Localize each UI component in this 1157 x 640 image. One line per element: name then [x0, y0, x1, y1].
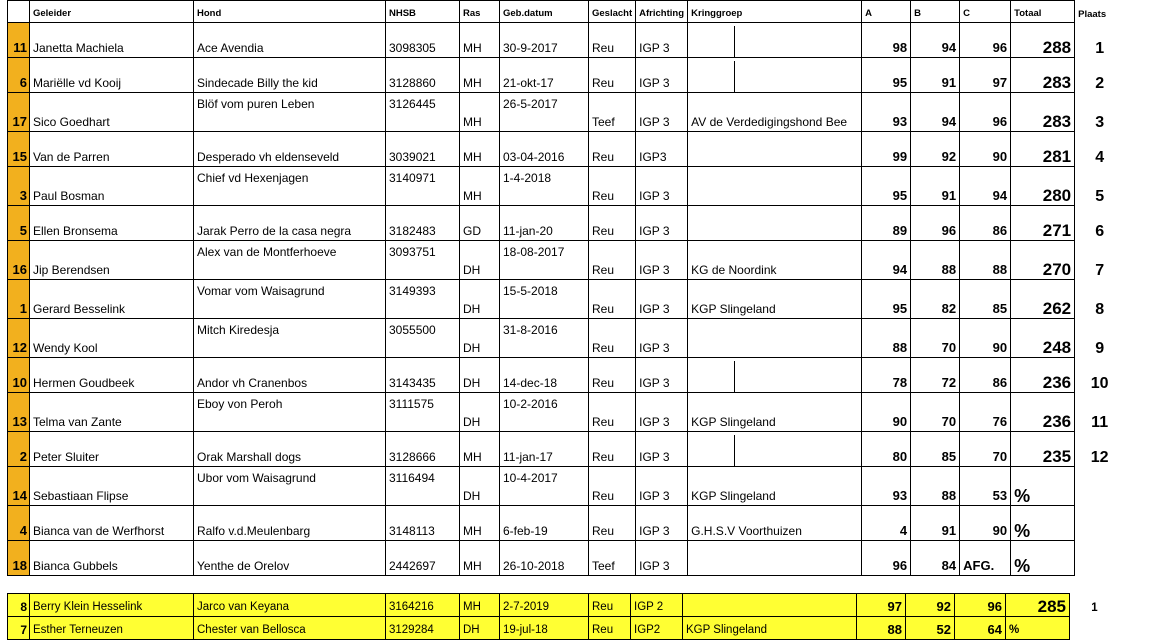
cell-ras: MH [460, 594, 500, 617]
table-row [8, 23, 1125, 58]
cell-geb: 11-jan-17 [500, 432, 589, 467]
cell-hond: Jarco van Keyana [194, 594, 386, 617]
cell-a: 94 [862, 241, 911, 280]
cell-c: 90 [960, 319, 1011, 358]
cell-a: 98 [862, 23, 911, 58]
cell-a: 4 [862, 506, 911, 541]
cell-hond: Blöf vom puren Leben [194, 93, 386, 132]
cell-geleider: Telma van Zante [30, 393, 194, 432]
kringgroep-subcell [688, 26, 735, 57]
cell-hond: Sindecade Billy the kid [194, 58, 386, 93]
cell-nr: 6 [8, 58, 30, 93]
cell-nr: 13 [8, 393, 30, 432]
cell-totaal: 285 [1006, 594, 1070, 617]
cell-geleider: Paul Bosman [30, 167, 194, 206]
table-row [8, 393, 1125, 432]
cell-kringgroep [688, 319, 862, 358]
cell-geslacht: Reu [589, 132, 636, 167]
kringgroep-subcell [735, 26, 861, 57]
cell-geb: 31-8-2016 [500, 319, 589, 358]
cell-geleider: Berry Klein Hesselink [30, 594, 194, 617]
cell-ras: DH [460, 393, 500, 432]
cell-plaats: 2 [1095, 74, 1105, 92]
cell-b: 91 [911, 167, 960, 206]
cell-nhsb: 3111575 [386, 393, 460, 432]
cell-hond: Vomar vom Waisagrund [194, 280, 386, 319]
cell-geb: 26-5-2017 [500, 93, 589, 132]
cell-c: 94 [960, 167, 1011, 206]
cell-geleider: Wendy Kool [30, 319, 194, 358]
cell-b: 82 [911, 280, 960, 319]
cell-geslacht: Reu [589, 58, 636, 93]
cell-plaats: 1 [1095, 39, 1105, 57]
cell-kringgroep: KG de Noordink [688, 241, 862, 280]
cell-africhting: IGP 3 [636, 319, 688, 358]
cell-africhting: IGP2 [631, 617, 683, 640]
cell-nr: 2 [8, 432, 30, 467]
header-plaats: Plaats [1078, 8, 1107, 20]
cell-plaats: 6 [1095, 222, 1105, 240]
cell-geslacht: Reu [589, 594, 631, 617]
cell-kringgroep: KGP Slingeland [688, 467, 862, 506]
cell-a: 95 [862, 167, 911, 206]
cell-nhsb: 3149393 [386, 280, 460, 319]
cell-plaats: 5 [1095, 187, 1105, 205]
cell-totaal: 283 [1011, 58, 1075, 93]
kringgroep-subcell [735, 435, 861, 466]
cell-geb: 15-5-2018 [500, 280, 589, 319]
header-kringgroep: Kringgroep [688, 1, 862, 23]
header-geleider: Geleider [30, 1, 194, 23]
cell-b: 94 [911, 23, 960, 58]
cell-ras: GD [460, 206, 500, 241]
cell-nr: 4 [8, 506, 30, 541]
cell-geb: 6-feb-19 [500, 506, 589, 541]
cell-kringgroep [688, 432, 862, 467]
cell-ras: DH [460, 467, 500, 506]
cell-c: 90 [960, 132, 1011, 167]
cell-c: 88 [960, 241, 1011, 280]
cell-kringgroep [688, 167, 862, 206]
cell-a: 99 [862, 132, 911, 167]
cell-plaats: 12 [1090, 448, 1109, 466]
cell-totaal: % [1006, 617, 1070, 640]
cell-geleider: Bianca van de Werfhorst [30, 506, 194, 541]
kringgroep-subcell [688, 61, 735, 92]
cell-hond: Ace Avendia [194, 23, 386, 58]
cell-ras: DH [460, 280, 500, 319]
header-a: A [862, 1, 911, 23]
cell-plaats: 3 [1095, 113, 1105, 131]
cell-plaats: 1 [1091, 601, 1098, 614]
table-row [8, 58, 1125, 93]
cell-geslacht: Reu [589, 506, 636, 541]
cell-hond: Chief vd Hexenjagen [194, 167, 386, 206]
cell-africhting: IGP 3 [636, 467, 688, 506]
cell-geleider: Sebastiaan Flipse [30, 467, 194, 506]
cell-nr: 16 [8, 241, 30, 280]
cell-b: 72 [911, 358, 960, 393]
cell-kringgroep [688, 23, 862, 58]
cell-a: 89 [862, 206, 911, 241]
cell-geleider: Janetta Machiela [30, 23, 194, 58]
cell-geleider: Sico Goedhart [30, 93, 194, 132]
cell-plaats [1075, 467, 1125, 506]
cell-geslacht: Reu [589, 467, 636, 506]
cell-geb: 1-4-2018 [500, 167, 589, 206]
table-row [8, 319, 1125, 358]
cell-nhsb: 3148113 [386, 506, 460, 541]
cell-nhsb: 2442697 [386, 541, 460, 576]
cell-c: 96 [960, 93, 1011, 132]
cell-totaal: 281 [1011, 132, 1075, 167]
cell-nhsb: 3140971 [386, 167, 460, 206]
cell-nr: 17 [8, 93, 30, 132]
header-row [8, 1, 1125, 23]
cell-geslacht: Reu [589, 617, 631, 640]
cell-a: 88 [862, 319, 911, 358]
cell-geslacht: Reu [589, 241, 636, 280]
cell-geleider: Peter Sluiter [30, 432, 194, 467]
cell-plaats: 4 [1095, 148, 1105, 166]
cell-hond: Ubor vom Waisagrund [194, 467, 386, 506]
cell-a: 90 [862, 393, 911, 432]
cell-ras: MH [460, 541, 500, 576]
cell-africhting: IGP 3 [636, 206, 688, 241]
igp2-results-table [7, 593, 1120, 640]
cell-geb: 14-dec-18 [500, 358, 589, 393]
cell-kringgroep: KGP Slingeland [688, 393, 862, 432]
cell-nr: 1 [8, 280, 30, 319]
cell-africhting: IGP 3 [636, 541, 688, 576]
header-nhsb: NHSB [386, 1, 460, 23]
header-geb: Geb.datum [500, 1, 589, 23]
cell-c: 53 [960, 467, 1011, 506]
cell-nr: 7 [8, 617, 30, 640]
cell-plaats [1075, 506, 1125, 541]
cell-totaal: % [1011, 506, 1075, 541]
kringgroep-subcell [735, 61, 861, 92]
cell-nr: 12 [8, 319, 30, 358]
cell-totaal: 288 [1011, 23, 1075, 58]
c-note: AFG. [963, 558, 995, 573]
cell-geleider: Gerard Besselink [30, 280, 194, 319]
cell-nhsb: 3182483 [386, 206, 460, 241]
cell-ras: DH [460, 319, 500, 358]
cell-africhting: IGP 3 [636, 241, 688, 280]
cell-kringgroep [688, 358, 862, 393]
cell-geleider: Ellen Bronsema [30, 206, 194, 241]
cell-a: 78 [862, 358, 911, 393]
header-b: B [911, 1, 960, 23]
cell-nr: 14 [8, 467, 30, 506]
cell-hond: Eboy von Peroh [194, 393, 386, 432]
cell-geb: 21-okt-17 [500, 58, 589, 93]
cell-geb: 03-04-2016 [500, 132, 589, 167]
cell-geleider: Mariëlle vd Kooij [30, 58, 194, 93]
cell-nhsb: 3039021 [386, 132, 460, 167]
cell-geleider: Jip Berendsen [30, 241, 194, 280]
cell-a: 96 [862, 541, 911, 576]
cell-ras: MH [460, 167, 500, 206]
cell-ras: MH [460, 58, 500, 93]
table-row [8, 167, 1125, 206]
cell-b: 91 [911, 506, 960, 541]
cell-b: 92 [906, 594, 955, 617]
cell-hond: Ralfo v.d.Meulenbarg [194, 506, 386, 541]
cell-a: 93 [862, 93, 911, 132]
cell-a: 95 [862, 280, 911, 319]
cell-c: 96 [955, 594, 1006, 617]
cell-kringgroep: KGP Slingeland [688, 280, 862, 319]
cell-nr: 11 [8, 23, 30, 58]
cell-plaats [1075, 541, 1125, 576]
cell-geb: 10-4-2017 [500, 467, 589, 506]
cell-c: 70 [960, 432, 1011, 467]
table-row [8, 132, 1125, 167]
cell-geb: 18-08-2017 [500, 241, 589, 280]
cell-kringgroep [688, 132, 862, 167]
cell-africhting: IGP 3 [636, 23, 688, 58]
cell-geslacht: Teef [589, 93, 636, 132]
cell-geslacht: Reu [589, 206, 636, 241]
header-c: C [960, 1, 1011, 23]
cell-africhting: IGP 3 [636, 58, 688, 93]
cell-nhsb: 3143435 [386, 358, 460, 393]
cell-geslacht: Reu [589, 319, 636, 358]
cell-totaal: % [1011, 541, 1075, 576]
cell-geleider: Van de Parren [30, 132, 194, 167]
cell-totaal: 236 [1011, 358, 1075, 393]
cell-africhting: IGP 3 [636, 358, 688, 393]
cell-plaats: 7 [1095, 261, 1105, 279]
cell-ras: DH [460, 617, 500, 640]
cell-ras: MH [460, 132, 500, 167]
cell-geb: 26-10-2018 [500, 541, 589, 576]
cell-geslacht: Reu [589, 167, 636, 206]
cell-africhting: IGP 3 [636, 393, 688, 432]
cell-nr: 18 [8, 541, 30, 576]
cell-hond: Mitch Kiredesja [194, 319, 386, 358]
cell-kringgroep: AV de Verdedigingshond Bee [688, 93, 862, 132]
cell-hond: Alex van de Montferhoeve [194, 241, 386, 280]
header-ras: Ras [460, 1, 500, 23]
cell-hond: Chester van Bellosca [194, 617, 386, 640]
cell-africhting: IGP 3 [636, 506, 688, 541]
cell-africhting: IGP3 [636, 132, 688, 167]
cell-nhsb: 3128860 [386, 58, 460, 93]
cell-nhsb: 3093751 [386, 241, 460, 280]
cell-b: 70 [911, 393, 960, 432]
cell-plaats: 9 [1095, 339, 1105, 357]
cell-c: 97 [960, 58, 1011, 93]
cell-geslacht: Reu [589, 393, 636, 432]
cell-c: 96 [960, 23, 1011, 58]
cell-africhting: IGP 3 [636, 432, 688, 467]
cell-hond: Desperado vh eldenseveld [194, 132, 386, 167]
table-row [8, 594, 1120, 617]
cell-a: 95 [862, 58, 911, 93]
cell-totaal: % [1011, 467, 1075, 506]
cell-plaats: 11 [1091, 413, 1109, 431]
cell-nhsb: 3129284 [386, 617, 460, 640]
cell-b: 88 [911, 241, 960, 280]
cell-hond: Yenthe de Orelov [194, 541, 386, 576]
cell-hond: Orak Marshall dogs [194, 432, 386, 467]
table-row [8, 432, 1125, 467]
cell-b: 52 [906, 617, 955, 640]
cell-kringgroep [688, 541, 862, 576]
cell-nr: 3 [8, 167, 30, 206]
cell-totaal: 283 [1011, 93, 1075, 132]
cell-geleider: Esther Terneuzen [30, 617, 194, 640]
cell-totaal: 236 [1011, 393, 1075, 432]
cell-ras: MH [460, 93, 500, 132]
cell-nhsb: 3126445 [386, 93, 460, 132]
cell-nr: 15 [8, 132, 30, 167]
table-row [8, 93, 1125, 132]
cell-plaats: 8 [1095, 300, 1105, 318]
table-row [8, 206, 1125, 241]
cell-ras: DH [460, 358, 500, 393]
results-table [7, 0, 1125, 576]
cell-nhsb: 3055500 [386, 319, 460, 358]
cell-geslacht: Reu [589, 358, 636, 393]
cell-kringgroep [688, 206, 862, 241]
cell-a: 97 [857, 594, 906, 617]
cell-nr: 10 [8, 358, 30, 393]
table-row [8, 541, 1125, 576]
cell-geleider: Bianca Gubbels [30, 541, 194, 576]
cell-plaats [1070, 617, 1120, 640]
header-nr [8, 1, 30, 23]
cell-c: 86 [960, 206, 1011, 241]
cell-totaal: 271 [1011, 206, 1075, 241]
cell-b: 85 [911, 432, 960, 467]
cell-africhting: IGP 3 [636, 93, 688, 132]
cell-kringgroep [688, 58, 862, 93]
cell-geb: 11-jan-20 [500, 206, 589, 241]
cell-plaats: 10 [1090, 374, 1109, 392]
cell-b: 94 [911, 93, 960, 132]
cell-nhsb: 3164216 [386, 594, 460, 617]
cell-ras: MH [460, 23, 500, 58]
table-row [8, 358, 1125, 393]
cell-ras: MH [460, 506, 500, 541]
cell-a: 88 [857, 617, 906, 640]
cell-ras: MH [460, 432, 500, 467]
table-row [8, 467, 1125, 506]
kringgroep-subcell [688, 361, 735, 392]
cell-geslacht: Teef [589, 541, 636, 576]
cell-kringgroep: KGP Slingeland [683, 617, 857, 640]
cell-kringgroep: G.H.S.V Voorthuizen [688, 506, 862, 541]
cell-totaal: 235 [1011, 432, 1075, 467]
cell-geb: 10-2-2016 [500, 393, 589, 432]
cell-c: 85 [960, 280, 1011, 319]
cell-b: 96 [911, 206, 960, 241]
cell-africhting: IGP 3 [636, 280, 688, 319]
cell-b: 88 [911, 467, 960, 506]
cell-c: 64 [955, 617, 1006, 640]
header-africhting: Africhting [636, 1, 688, 23]
kringgroep-subcell [735, 361, 861, 392]
cell-nhsb: 3116494 [386, 467, 460, 506]
table-row [8, 280, 1125, 319]
cell-hond: Jarak Perro de la casa negra [194, 206, 386, 241]
cell-nr: 8 [8, 594, 30, 617]
cell-b: 92 [911, 132, 960, 167]
cell-geslacht: Reu [589, 280, 636, 319]
cell-africhting: IGP 2 [631, 594, 683, 617]
cell-totaal: 270 [1011, 241, 1075, 280]
table-row [8, 241, 1125, 280]
table-row [8, 617, 1120, 640]
header-hond: Hond [194, 1, 386, 23]
cell-nhsb: 3128666 [386, 432, 460, 467]
cell-totaal: 248 [1011, 319, 1075, 358]
cell-nhsb: 3098305 [386, 23, 460, 58]
cell-geslacht: Reu [589, 432, 636, 467]
cell-totaal: 280 [1011, 167, 1075, 206]
cell-geb: 19-jul-18 [500, 617, 589, 640]
cell-c: 76 [960, 393, 1011, 432]
cell-geslacht: Reu [589, 23, 636, 58]
header-geslacht: Geslacht [589, 1, 636, 23]
cell-a: 93 [862, 467, 911, 506]
cell-a: 80 [862, 432, 911, 467]
cell-nr: 5 [8, 206, 30, 241]
cell-totaal: 262 [1011, 280, 1075, 319]
cell-b: 84 [911, 541, 960, 576]
cell-c: 90 [960, 506, 1011, 541]
cell-b: 91 [911, 58, 960, 93]
cell-c [960, 541, 1011, 576]
cell-geb: 30-9-2017 [500, 23, 589, 58]
cell-geleider: Hermen Goudbeek [30, 358, 194, 393]
cell-geb: 2-7-2019 [500, 594, 589, 617]
cell-africhting: IGP 3 [636, 167, 688, 206]
kringgroep-subcell [688, 435, 735, 466]
header-totaal: Totaal [1011, 1, 1075, 23]
cell-b: 70 [911, 319, 960, 358]
cell-hond: Andor vh Cranenbos [194, 358, 386, 393]
cell-c: 86 [960, 358, 1011, 393]
cell-kringgroep [683, 594, 857, 617]
score-sheet [7, 0, 1125, 640]
cell-ras: DH [460, 241, 500, 280]
table-row [8, 506, 1125, 541]
